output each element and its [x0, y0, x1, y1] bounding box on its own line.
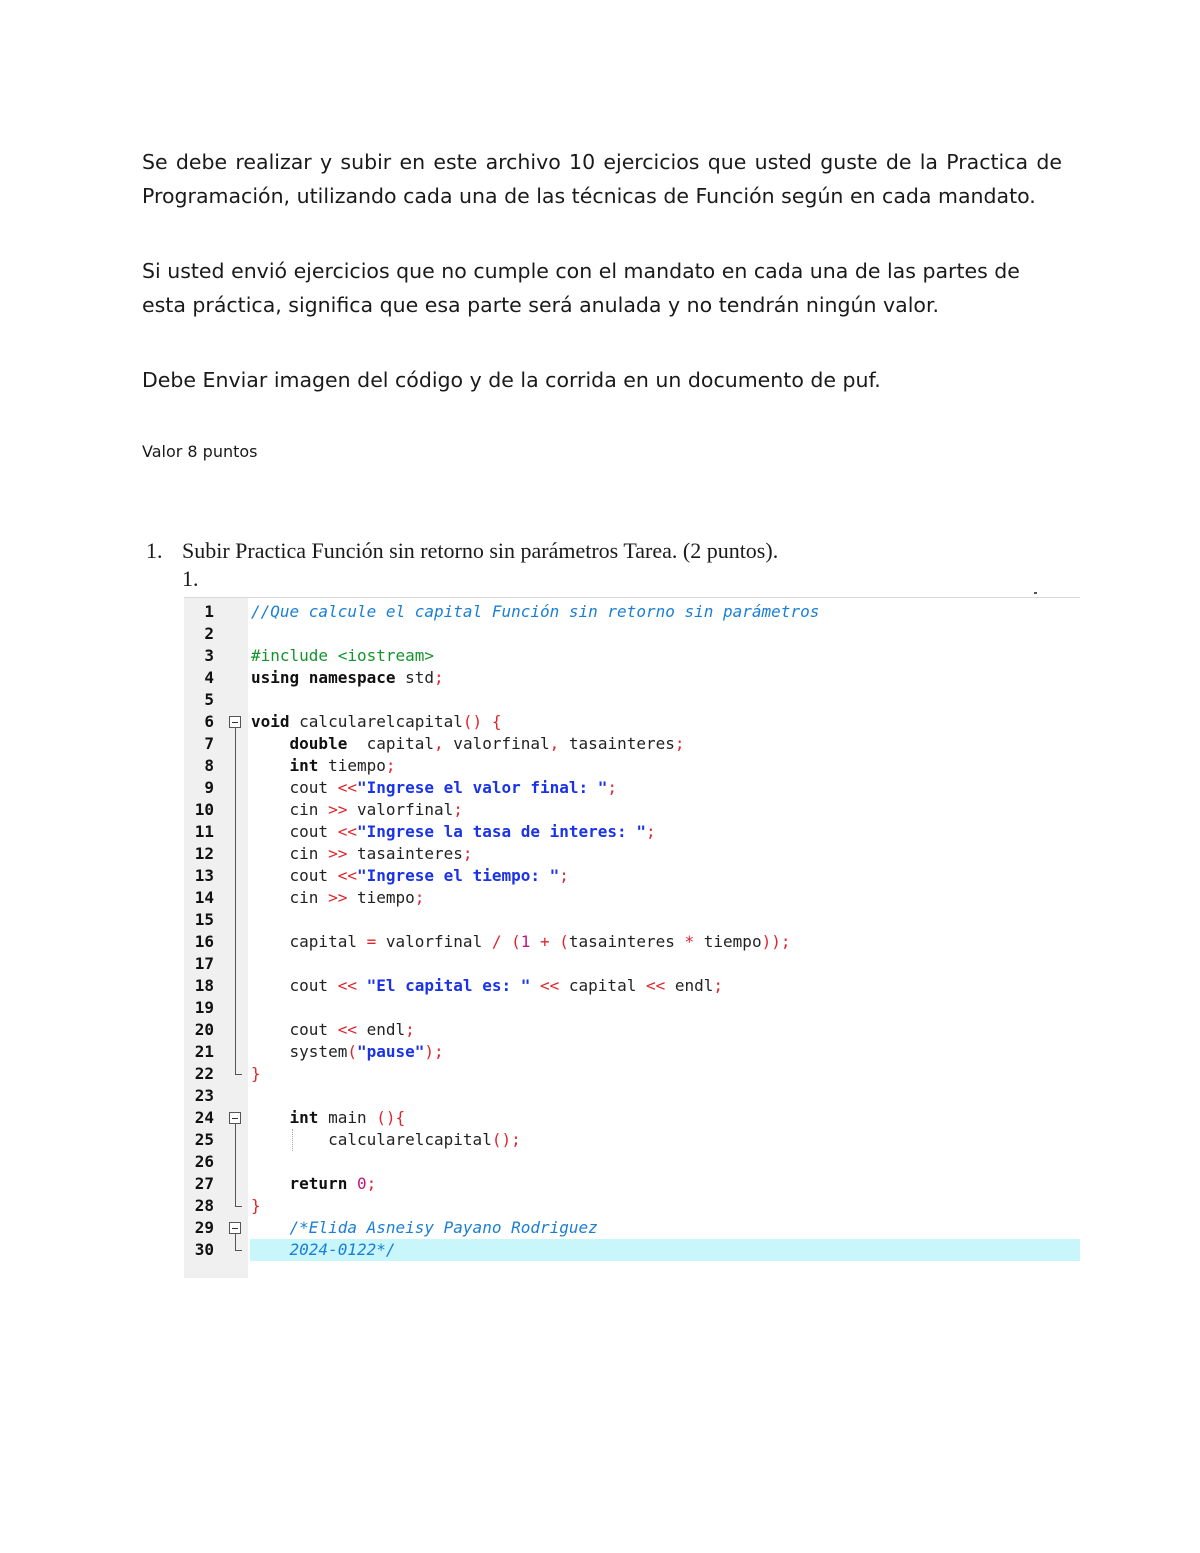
code-token: endl [356, 1020, 406, 1039]
code-line [184, 997, 1080, 1019]
code-token: capital [347, 734, 435, 753]
code-token: (); [491, 1130, 521, 1149]
line-number: 18 [194, 976, 214, 995]
code-token: calcularelcapital [251, 1130, 492, 1149]
code-token: void [251, 712, 290, 731]
code-line [184, 931, 1080, 953]
code-token: << [337, 778, 357, 797]
points-value: Valor 8 puntos [142, 442, 258, 461]
code-text [251, 667, 444, 689]
line-number: 24 [194, 1108, 214, 1127]
code-token: ; [559, 866, 569, 885]
code-token: cin [251, 800, 329, 819]
line-number: 20 [194, 1020, 214, 1039]
sub-list-number: 1. [182, 566, 199, 591]
line-number: 6 [204, 712, 214, 731]
code-token: "Ingrese el valor final: " [356, 778, 608, 797]
code-token: ; [645, 822, 656, 841]
code-text [251, 777, 617, 799]
code-text [251, 931, 790, 953]
code-token [251, 734, 290, 753]
code-line [184, 755, 1080, 777]
fold-range-line [235, 1124, 236, 1206]
code-token: //Que calcule el capital Función sin retorno sin parámetros [251, 602, 820, 621]
code-token: "Ingrese el tiempo: " [356, 866, 560, 885]
code-line [184, 1107, 1080, 1129]
code-token: ; [453, 800, 463, 819]
code-line [194, 1239, 1080, 1261]
line-number: 15 [194, 910, 214, 929]
code-token: 2024-0122*/ [251, 1240, 396, 1259]
code-line [184, 1217, 1080, 1239]
code-token: ( [347, 1042, 357, 1061]
code-token: main [318, 1108, 377, 1127]
code-token: cout [251, 778, 338, 797]
code-text [251, 865, 569, 887]
code-token: 1 [520, 932, 531, 951]
code-token: ; [434, 668, 444, 687]
fold-toggle-icon[interactable] [229, 716, 241, 728]
code-token: std [395, 668, 435, 687]
code-token: tiempo [347, 888, 415, 907]
code-token: << [337, 866, 357, 885]
code-line [184, 1195, 1080, 1217]
fold-range-end [235, 1250, 242, 1251]
line-number: 3 [204, 646, 214, 665]
code-token: "pause" [356, 1042, 425, 1061]
code-text [251, 1195, 261, 1217]
code-text [251, 1019, 415, 1041]
code-token: + ( [530, 932, 569, 951]
code-text [251, 1041, 444, 1063]
code-token: using namespace [251, 668, 396, 687]
code-token: (){ [376, 1108, 406, 1127]
code-token: tiempo [694, 932, 762, 951]
line-number: 10 [194, 800, 214, 819]
code-text [251, 601, 819, 623]
code-token [347, 1174, 357, 1193]
code-token: , [434, 734, 444, 753]
instructions-paragraph-2: Si usted envió ejercicios que no cumple con el mandato en cada una de las partes de esta práctica, significa que esa parte será anulada y no tendrán ningún valor. [142, 259, 1020, 317]
line-number: 21 [194, 1042, 214, 1061]
code-line [184, 1173, 1080, 1195]
fold-toggle-icon[interactable] [229, 1112, 241, 1124]
code-token: << [530, 976, 560, 995]
line-number: 16 [194, 932, 214, 951]
code-token: valorfinal [443, 734, 550, 753]
code-token: cin [251, 844, 329, 863]
code-line [184, 645, 1080, 667]
code-token: #include <iostream> [251, 646, 435, 665]
line-number: 12 [194, 844, 214, 863]
line-number: 8 [204, 756, 214, 775]
code-token: = [366, 932, 377, 951]
code-token [251, 1108, 290, 1127]
list-item-number: 1. [146, 538, 163, 563]
fold-range-end [235, 1206, 242, 1207]
code-text [251, 1239, 396, 1261]
code-line [184, 1019, 1080, 1041]
code-token: ; [366, 1174, 377, 1193]
code-token: << [645, 976, 666, 995]
code-line [184, 733, 1080, 755]
code-token: cout [251, 976, 338, 995]
code-token: system [251, 1042, 348, 1061]
code-token: /*Elida Asneisy Payano Rodriguez [251, 1218, 598, 1237]
fold-toggle-icon[interactable] [229, 1222, 241, 1234]
code-line [184, 799, 1080, 821]
line-number: 14 [194, 888, 214, 907]
code-token: ; [462, 844, 473, 863]
code-line [184, 1085, 1080, 1107]
code-line [184, 1063, 1080, 1085]
code-token: tiempo [318, 756, 386, 775]
line-number: 2 [204, 624, 214, 643]
code-line [184, 887, 1080, 909]
code-token: ; [607, 778, 618, 797]
indent-guide [292, 1129, 294, 1151]
code-token: >> [328, 888, 348, 907]
line-number: 1 [204, 602, 214, 621]
code-line [184, 711, 1080, 733]
code-token: calcularelcapital [289, 712, 463, 731]
code-line [184, 953, 1080, 975]
code-token [251, 1174, 290, 1193]
code-token: } [251, 1064, 261, 1083]
code-token: * [684, 932, 695, 951]
code-token: cout [251, 1020, 338, 1039]
code-line [184, 843, 1080, 865]
line-number: 26 [194, 1152, 214, 1171]
code-text [251, 975, 723, 997]
code-text [251, 799, 463, 821]
code-text [251, 887, 424, 909]
code-line [184, 975, 1080, 997]
instructions-paragraph-3: Debe Enviar imagen del código y de la corrida en un documento de puf. [142, 368, 881, 392]
code-token: ; [414, 888, 425, 907]
code-token: tasainteres [568, 932, 685, 951]
code-token: , [549, 734, 560, 753]
code-text [251, 1217, 598, 1239]
code-text [251, 843, 473, 865]
line-number: 30 [194, 1240, 214, 1259]
code-line [184, 909, 1080, 931]
code-token: >> [328, 800, 348, 819]
line-number: 29 [194, 1218, 214, 1237]
code-line [184, 601, 1080, 623]
code-token: } [251, 1196, 261, 1215]
line-number: 17 [194, 954, 214, 973]
code-token: << [337, 822, 357, 841]
line-number: 27 [194, 1174, 214, 1193]
code-line [184, 821, 1080, 843]
code-token: )); [761, 932, 791, 951]
code-token: "Ingrese la tasa de interes: " [356, 822, 646, 841]
stray-mark [1034, 592, 1037, 594]
code-text [251, 711, 501, 733]
line-number: 7 [204, 734, 214, 753]
code-line [184, 689, 1080, 711]
list-item-text: Subir Practica Función sin retorno sin parámetros Tarea. (2 puntos). [182, 538, 779, 563]
code-token: endl [665, 976, 714, 995]
code-token: >> [328, 844, 348, 863]
code-token: capital [559, 976, 646, 995]
code-token: valorfinal [347, 800, 454, 819]
code-line [184, 777, 1080, 799]
instructions-paragraph-1: Se debe realizar y subir en este archivo 10 ejercicios que usted guste de la Practica de Programación, utilizando cada una de las técnicas de Función según en cada mandato. [142, 150, 1062, 208]
code-token: return [289, 1174, 348, 1193]
code-line [184, 1041, 1080, 1063]
code-token: / ( [491, 932, 521, 951]
code-line [184, 1151, 1080, 1173]
code-token: << [337, 976, 357, 995]
fold-range-line [235, 728, 236, 1074]
code-token: ); [424, 1042, 444, 1061]
code-text [251, 755, 396, 777]
code-line [184, 865, 1080, 887]
code-line [184, 623, 1080, 645]
code-token: double [289, 734, 348, 753]
code-line [184, 1129, 1080, 1151]
line-number: 28 [194, 1196, 214, 1215]
code-token: cout [251, 866, 338, 885]
code-token: cout [251, 822, 338, 841]
code-text [251, 1063, 261, 1085]
code-text [251, 733, 685, 755]
fold-range-line [235, 1234, 236, 1250]
line-number: 9 [204, 778, 214, 797]
line-number: 23 [194, 1086, 214, 1105]
code-token: valorfinal [376, 932, 492, 951]
code-token: ; [674, 734, 685, 753]
line-number: 25 [194, 1130, 214, 1149]
line-number: 22 [194, 1064, 214, 1083]
code-token: int [289, 756, 319, 775]
code-text [251, 645, 434, 667]
code-token: ; [385, 756, 396, 775]
code-token [251, 756, 290, 775]
code-token: "El capital es: " [356, 976, 531, 995]
line-number: 4 [204, 668, 214, 687]
line-number: 11 [194, 822, 214, 841]
list-item [146, 538, 778, 564]
line-number: 5 [204, 690, 214, 709]
code-token: << [337, 1020, 357, 1039]
code-token: 0 [356, 1174, 367, 1193]
code-screenshot [184, 597, 1080, 1278]
code-token: tasainteres [347, 844, 463, 863]
code-token: capital [251, 932, 367, 951]
code-line [184, 667, 1080, 689]
code-token: () { [462, 712, 502, 731]
line-number: 19 [194, 998, 214, 1017]
line-number: 13 [194, 866, 214, 885]
code-token: int [289, 1108, 319, 1127]
fold-range-end [235, 1074, 242, 1075]
code-text [251, 1173, 376, 1195]
code-text [251, 1107, 405, 1129]
code-text [251, 821, 656, 843]
code-token: cin [251, 888, 329, 907]
code-token: ; [405, 1020, 415, 1039]
code-token: tasainteres [559, 734, 675, 753]
code-token: ; [713, 976, 724, 995]
